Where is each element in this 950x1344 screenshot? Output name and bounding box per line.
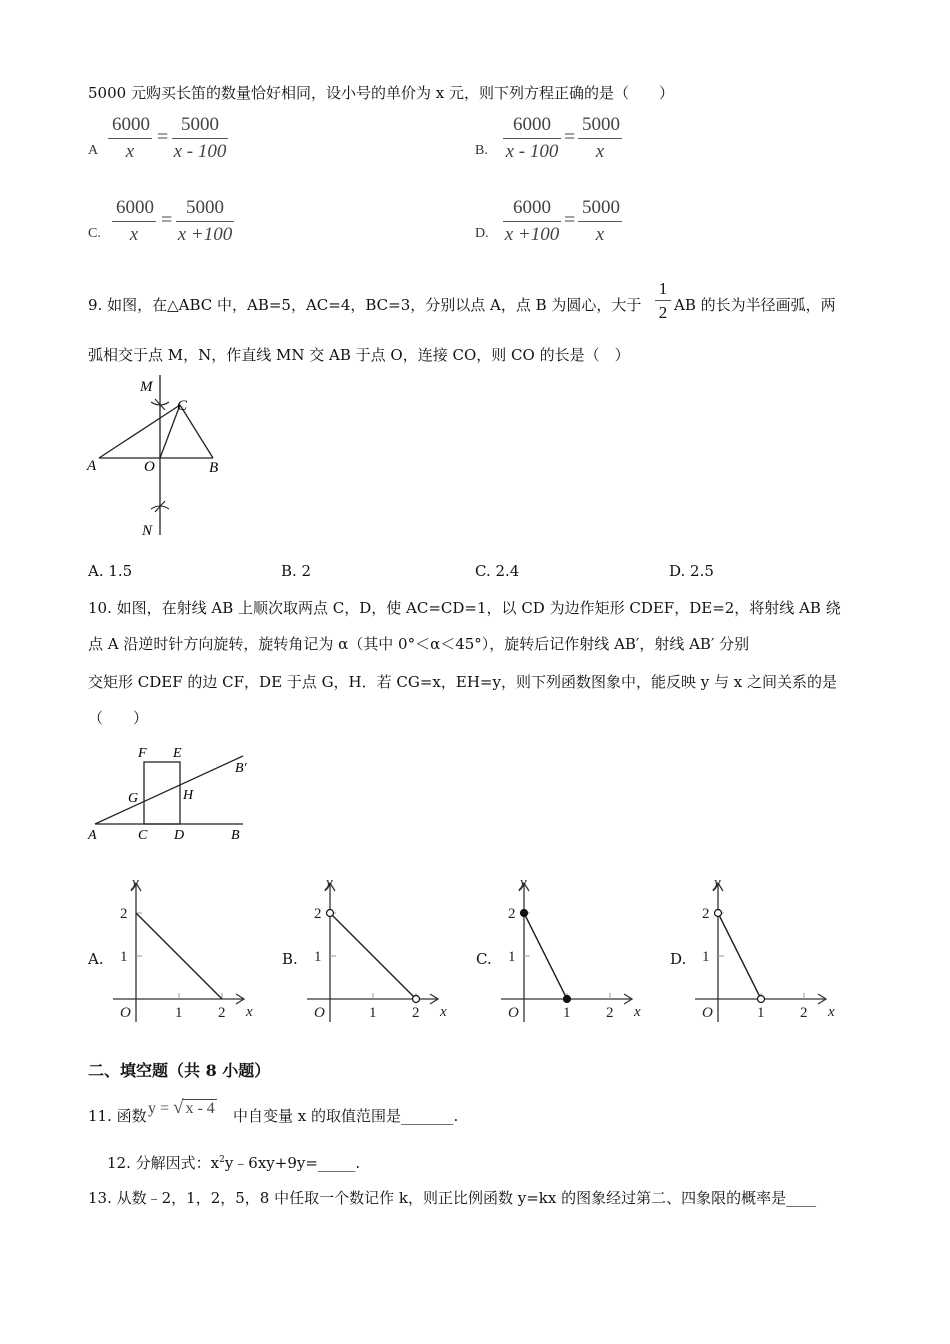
origin-label: O	[314, 1005, 325, 1021]
y-tick-label: 2	[508, 906, 516, 922]
q13-text: 13. 从数﹣2，1，2，5，8 中任取一个数记作 k，则正比例函数 y=kx 的图象经过第二、四象限的概率是____	[88, 1189, 817, 1207]
q9-label-b: B	[209, 460, 219, 476]
sqrt-icon: √	[173, 1097, 184, 1118]
x-axis-label: x	[246, 1004, 253, 1020]
q10-graph-letter: B.	[282, 950, 298, 968]
q10-stem-line4: （ ）	[88, 709, 149, 727]
q9-option-d: D. 2.5	[669, 562, 714, 580]
q10-graph-letter: C.	[476, 950, 492, 968]
q10-label-e: E	[173, 746, 182, 761]
q9-stem-line1a: 9. 如图，在△ABC 中，AB=5，AC=4，BC=3，分别以点 A，点 B 为圆心，大于	[88, 296, 642, 314]
q8-option-letter: D.	[475, 226, 489, 241]
q10-stem-line3: 交矩形 CDEF 的边 CF，DE 于点 G，H．若 CG=x，EH=y，则下列函数图象中，能反映 y 与 x 之间关系的是	[88, 673, 837, 691]
y-tick-label: 2	[314, 906, 322, 922]
q10-figure	[85, 740, 260, 845]
x-tick-label: 2	[800, 1005, 808, 1021]
q10-graph-letter: D.	[670, 950, 687, 968]
q8-c-right-fraction: $\frac{5000}{x +100}$	[177, 197, 233, 245]
q8-a-left-fraction: $\frac{6000}{x}$	[108, 114, 152, 163]
x-tick-label: 1	[757, 1005, 765, 1021]
q9-label-m: M	[140, 379, 153, 395]
q9-stem-line2: 弧相交于点 M，N，作直线 MN 交 AB 于点 O，连接 CO，则 CO 的长是（ ）	[88, 346, 630, 364]
y-tick-label: 1	[314, 949, 322, 965]
y-axis-label: y	[520, 875, 527, 891]
q8-d-left-fraction: $\frac{6000}{x +100}$	[504, 197, 560, 245]
origin-label: O	[120, 1005, 131, 1021]
q10-label-a: A	[88, 828, 97, 843]
open-endpoint	[327, 910, 334, 917]
x-tick-label: 1	[175, 1005, 183, 1021]
q10-label-g: G	[128, 791, 139, 806]
q9-option-c: C. 2.4	[475, 562, 520, 580]
q8-stem: 5000 元购买长笛的数量恰好相同，设小号的单价为 x 元，则下列方程正确的是（ ）	[88, 84, 674, 102]
q8-c-left-fraction: $\frac{6000}{x}$	[112, 197, 156, 246]
q11-formula-y: y =	[148, 1100, 170, 1117]
q10-stem-line2: 点 A 沿逆时针方向旋转，旋转角记为 α（其中 0°＜α＜45°），旋转后记作射线 AB′，射线 AB′ 分别	[88, 635, 750, 653]
x-axis-label: x	[828, 1004, 835, 1020]
q11-radicand: x - 4	[185, 1100, 215, 1117]
q8-option-letter: B.	[475, 143, 488, 158]
x-tick-label: 1	[369, 1005, 377, 1021]
y-axis-label: y	[326, 875, 333, 891]
y-tick-label: 2	[702, 906, 710, 922]
x-tick-label: 2	[218, 1005, 226, 1021]
q8-option-letter: C.	[88, 226, 101, 241]
origin-label: O	[702, 1005, 713, 1021]
q12-text-a: 12. 分解因式：x	[107, 1154, 220, 1172]
q9-label-n: N	[142, 523, 153, 539]
q10-graph	[496, 872, 646, 1032]
q11-formula	[148, 1097, 217, 1119]
q9-label-o: O	[144, 459, 155, 475]
function-line	[330, 913, 416, 999]
q12-text	[107, 1152, 360, 1173]
q10-stem-line1: 10. 如图，在射线 AB 上顺次取两点 C，D，使 AC=CD=1，以 CD 为边作矩形 CDEF，DE=2，将射线 AB 绕	[88, 599, 841, 617]
q10-label-h: H	[183, 788, 194, 803]
closed-endpoint	[521, 910, 528, 917]
q9-option-b: B. 2	[281, 562, 312, 580]
q11-prefix: 11. 函数	[88, 1107, 147, 1125]
q8-a-equals: =	[157, 126, 169, 148]
q11-suffix: 中自变量 x 的取值范围是_______.	[233, 1107, 459, 1125]
q8-d-equals: =	[564, 209, 576, 231]
q10-graph-letter: A.	[88, 950, 104, 968]
y-tick-label: 1	[702, 949, 710, 965]
function-line	[524, 913, 567, 999]
q9-figure	[85, 375, 235, 540]
q8-c-equals: =	[161, 209, 173, 231]
q9-option-a: A. 1.5	[88, 562, 133, 580]
open-endpoint	[413, 996, 420, 1003]
section-title: 二、填空题（共 8 小题）	[88, 1061, 271, 1080]
q10-label-f: F	[138, 746, 147, 761]
x-axis-label: x	[440, 1004, 447, 1020]
q10-graph	[690, 872, 840, 1032]
open-endpoint	[758, 996, 765, 1003]
y-axis-label: y	[132, 875, 139, 891]
function-line	[718, 913, 761, 999]
q10-label-c: C	[138, 828, 148, 843]
q10-graph	[302, 872, 452, 1032]
open-endpoint	[715, 910, 722, 917]
q8-a-right-fraction: $\frac{5000}{x - 100}$	[173, 114, 227, 162]
origin-label: O	[508, 1005, 519, 1021]
function-line	[136, 913, 222, 999]
y-tick-label: 2	[120, 906, 128, 922]
q8-option-letter: A	[88, 143, 99, 158]
q8-b-right-fraction: $\frac{5000}{x}$	[578, 114, 622, 163]
q10-label-bprime: B′	[235, 761, 247, 776]
q9-label-c: C	[177, 398, 188, 414]
q9-half-fraction: $\frac{1}{2}$	[655, 279, 671, 323]
x-tick-label: 2	[606, 1005, 614, 1021]
q8-d-right-fraction: $\frac{5000}{x}$	[578, 197, 622, 246]
q9-stem-line1b: AB 的长为半径画弧，两	[674, 296, 836, 314]
q10-label-d: D	[174, 828, 185, 843]
q10-graph	[108, 872, 258, 1032]
q12-text-b: y﹣6xy+9y=_____.	[224, 1154, 361, 1172]
y-axis-label: y	[714, 875, 721, 891]
y-tick-label: 1	[508, 949, 516, 965]
x-tick-label: 2	[412, 1005, 420, 1021]
q8-b-equals: =	[564, 126, 576, 148]
q10-label-b: B	[231, 828, 240, 843]
q12-superscript: 2	[219, 1155, 225, 1165]
q9-label-a: A	[87, 458, 97, 474]
q8-b-left-fraction: $\frac{6000}{x - 100}$	[503, 114, 561, 163]
y-tick-label: 1	[120, 949, 128, 965]
x-axis-label: x	[634, 1004, 641, 1020]
x-tick-label: 1	[563, 1005, 571, 1021]
closed-endpoint	[564, 996, 571, 1003]
